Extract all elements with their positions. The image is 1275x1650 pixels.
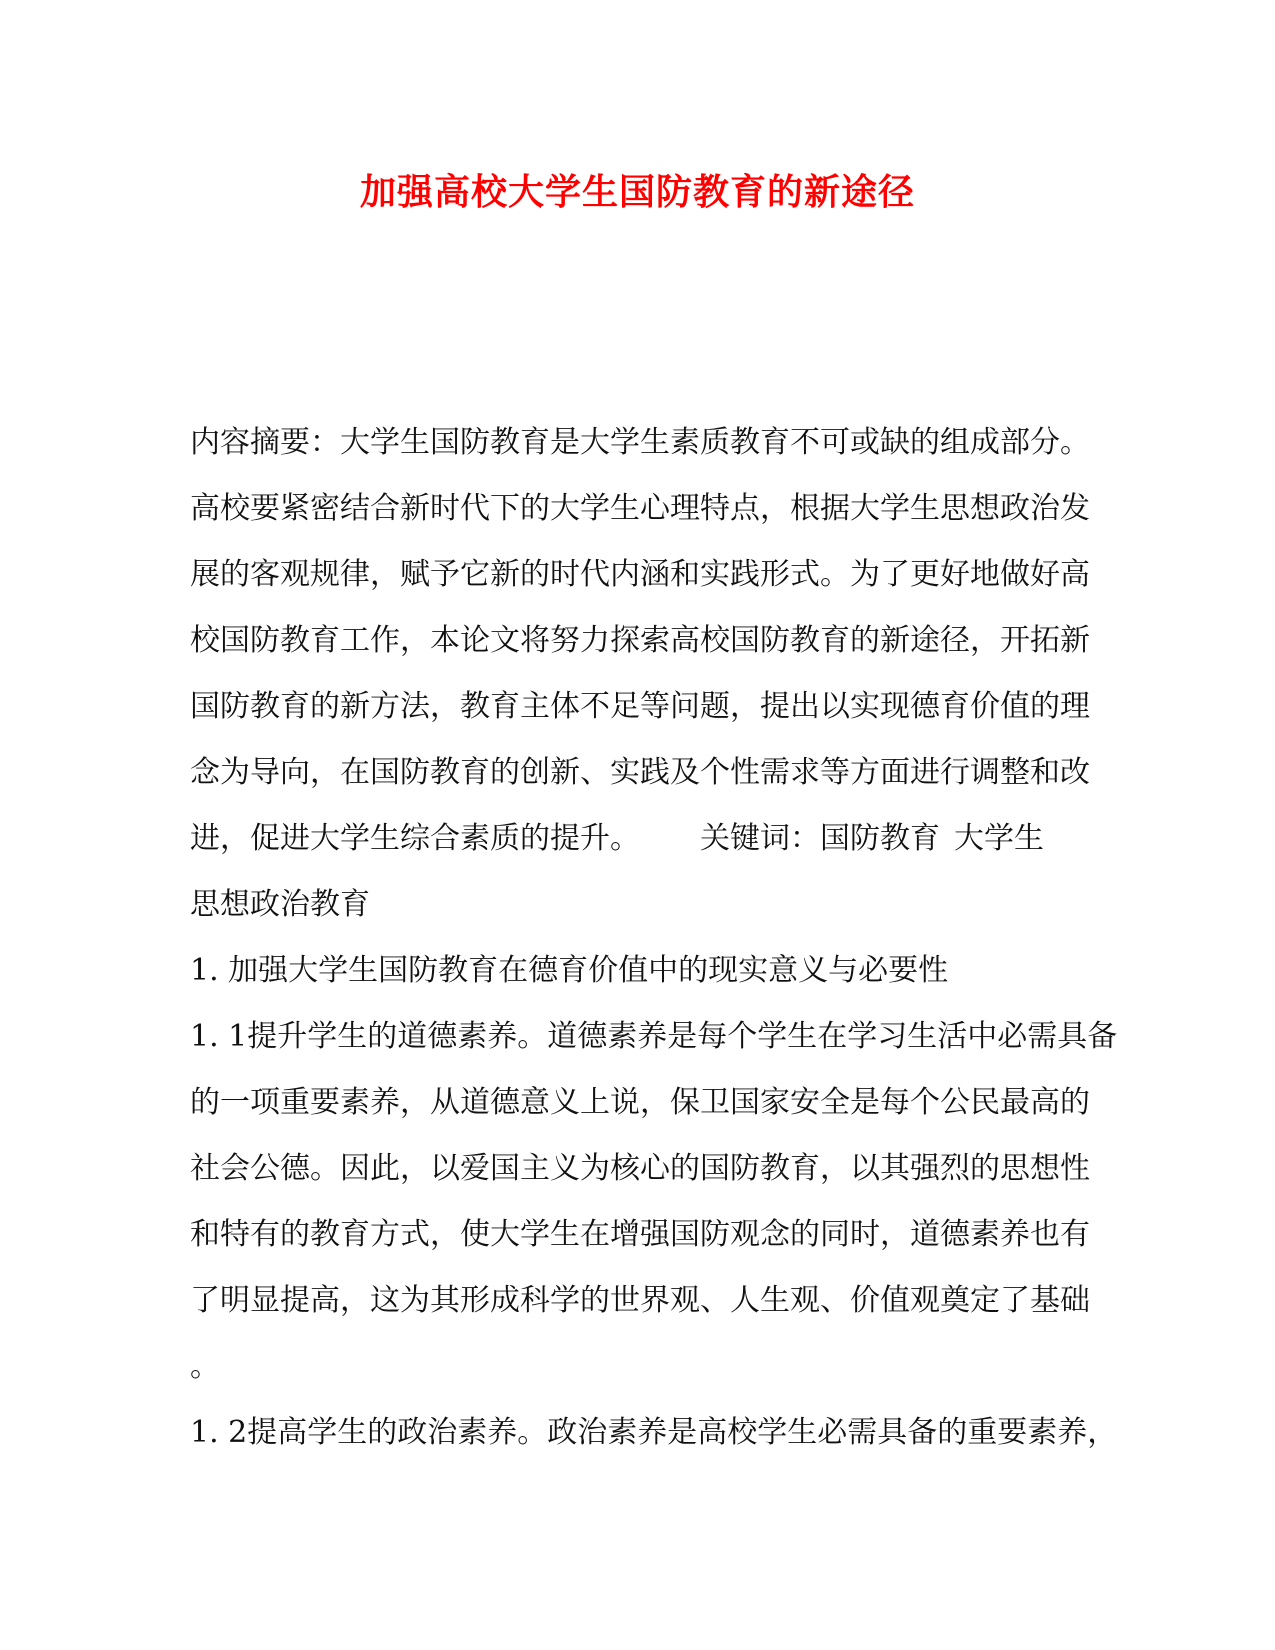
abstract-line: 国防教育的新方法，教育主体不足等问题，提出以实现德育价值的理: [190, 689, 1090, 724]
abstract-line: 展的客观规律，赋予它新的时代内涵和实践形式。为了更好地做好高: [190, 557, 1090, 592]
paragraph-line: 的一项重要素养，从道德意义上说，保卫国家安全是每个公民最高的: [190, 1085, 1090, 1120]
abstract-line-end: 进，促进大学生综合素质的提升。: [190, 821, 640, 856]
abstract-line: 校国防教育工作，本论文将努力探索高校国防教育的新途径，开拓新: [190, 623, 1090, 658]
document-body: [190, 410, 1118, 1466]
keyword: 国防教育: [820, 821, 940, 856]
paragraph-line: 。: [190, 1349, 220, 1384]
paragraph-line: 社会公德。因此，以爱国主义为核心的国防教育，以其强烈的思想性: [190, 1151, 1090, 1186]
document-title: 加强高校大学生国防教育的新途径: [359, 171, 915, 213]
keyword: 大学生: [954, 821, 1044, 856]
paragraph-line: 1. 1提升学生的道德素养。道德素养是每个学生在学习生活中必需具备: [190, 1019, 1118, 1054]
abstract-keywords-line: [190, 806, 1090, 872]
paragraph-line: 1. 2提高学生的政治素养。政治素养是高校学生必需具备的重要素养，: [190, 1415, 1118, 1450]
abstract-line: 内容摘要：大学生国防教育是大学生素质教育不可或缺的组成部分。: [190, 425, 1090, 460]
keyword: 思想政治教育: [190, 887, 370, 922]
paragraph-line: 了明显提高，这为其形成科学的世界观、人生观、价值观奠定了基础: [190, 1283, 1090, 1318]
abstract-line: 高校要紧密结合新时代下的大学生心理特点，根据大学生思想政治发: [190, 491, 1090, 526]
abstract-line: 念为导向，在国防教育的创新、实践及个性需求等方面进行调整和改: [190, 755, 1090, 790]
keywords-label: 关键词：: [700, 821, 820, 856]
section-heading: 1. 加强大学生国防教育在德育价值中的现实意义与必要性: [190, 953, 949, 988]
paragraph-line: 和特有的教育方式，使大学生在增强国防观念的同时，道德素养也有: [190, 1217, 1090, 1252]
